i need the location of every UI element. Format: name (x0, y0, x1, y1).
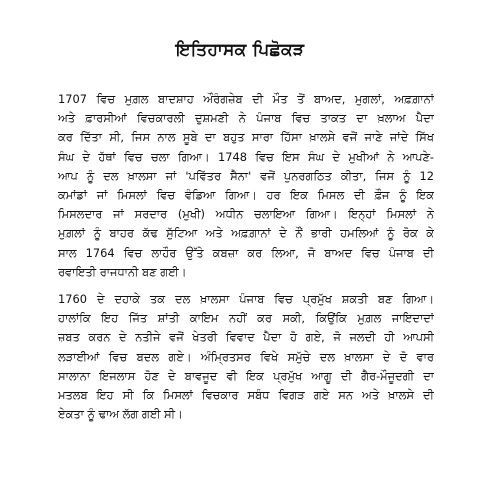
paragraph-line: ਕਮਾਂਡਾਂ ਜਾਂ ਮਿਸਲਾਂ ਵਿਚ ਵੰਡਿਆ ਗਿਆ। ਹਰ ਇਕ ਮਿਸਲ ਦੀ ਫ਼ੌਜ ਨੂੰ ਇਕ (58, 188, 434, 203)
paragraph-line: ਏਕਤਾ ਨੂੰ ਢਾਅ ਲੱਗ ਗਈ ਸੀ। (58, 407, 183, 422)
paragraph-1 (58, 90, 434, 282)
paragraph-2 (58, 290, 434, 424)
paragraph-line: ਜ਼ਬਤ ਕਰਨ ਦੇ ਨਤੀਜੇ ਵਜੋਂ ਖੇਤਰੀ ਵਿਵਾਦ ਪੈਦਾ ਹੋ ਗਏ, ਜੋ ਜਲਦੀ ਹੀ ਆਪਸੀ (58, 330, 434, 345)
paragraph-line: ਸਾਲ 1764 ਵਿਚ ਲਾਹੌਰ ਉੱਤੇ ਕਬਜ਼ਾ ਕਰ ਲਿਆ, ਜੋ ਬਾਅਦ ਵਿਚ ਪੰਜਾਬ ਦੀ (58, 245, 434, 260)
paragraph-line: ਹਾਲਾਂਕਿ ਇਹ ਜਿੱਤ ਸ਼ਾਂਤੀ ਕਾਇਮ ਨਹੀਂ ਕਰ ਸਕੀ, ਕਿਉਂਕਿ ਮੁਗ਼ਲ ਜਾਇਦਾਦਾਂ (58, 311, 434, 326)
paragraph-line: ਕਰ ਦਿੱਤਾ ਸੀ, ਜਿਸ ਨਾਲ ਸੂਬੇ ਦਾ ਬਹੁਤ ਸਾਰਾ ਹਿੱਸਾ ਖ਼ਾਲਸੇ ਵਜੋਂ ਜਾਣੇ ਜਾਂਦੇ ਸਿੱਖ (58, 130, 434, 145)
paragraph-line: ਮਤਲਬ ਇਹ ਸੀ ਕਿ ਮਿਸਲਾਂ ਵਿਚਕਾਰ ਸਬੰਧ ਵਿਗੜ ਗਏ ਸਨ ਅਤੇ ਖ਼ਾਲਸੇ ਦੀ (58, 388, 434, 403)
paragraph-line: ਲੜਾਈਆਂ ਵਿਚ ਬਦਲ ਗਏ। ਅੰਮ੍ਰਿਤਸਰ ਵਿਖੇ ਸਮੁੱਚੇ ਦਲ ਖ਼ਾਲਸਾ ਦੇ ਦੋ ਵਾਰ (58, 349, 434, 364)
paragraph-line: ਸਾਲਾਨਾ ਇਜਲਾਸ ਹੋਣ ਦੇ ਬਾਵਜੂਦ ਵੀ ਇਕ ਪ੍ਰਮੁੱਖ ਆਗੂ ਦੀ ਗੈਰ-ਮੌਜੂਦਗੀ ਦਾ (58, 368, 434, 383)
paragraph-line: ਰਵਾਇਤੀ ਰਾਜਧਾਨੀ ਬਣ ਗਈ। (58, 264, 187, 279)
paragraph-line: ਸੰਘ ਦੇ ਹੱਥਾਂ ਵਿਚ ਚਲਾ ਗਿਆ। 1748 ਵਿਚ ਇਸ ਸੰਘ ਦੇ ਮੁਖੀਆਂ ਨੇ ਆਪਣੇ- (58, 149, 434, 164)
paragraph-line: ਆਪ ਨੂੰ ਦਲ ਖ਼ਾਲਸਾ ਜਾਂ 'ਪਵਿੱਤਰ ਸੈਨਾ' ਵਜੋਂ ਪੁਨਰਗਠਿਤ ਕੀਤਾ, ਜਿਸ ਨੂੰ 12 (58, 168, 434, 183)
page-title: ਇਤਿਹਾਸਕ ਪਿਛੋਕੜ (175, 40, 305, 60)
paragraph-line: ਮਿਸਲਦਾਰ ਜਾਂ ਸਰਦਾਰ (ਮੁਖੀ) ਅਧੀਨ ਚਲਾਇਆ ਗਿਆ। ਇਨ੍ਹਾਂ ਮਿਸਲਾਂ ਨੇ (58, 207, 434, 222)
paragraph-line: ਮੁਗ਼ਲਾਂ ਨੂੰ ਬਾਹਰ ਕੱਢ ਸੁੱਟਿਆ ਅਤੇ ਅਫ਼ਗ਼ਾਨਾਂ ਦੇ ਨੌਂ ਭਾਰੀ ਹਮਲਿਆਂ ਨੂੰ ਰੋਕ ਕੇ (58, 226, 434, 241)
paragraph-line: 1760 ਦੇ ਦਹਾਕੇ ਤਕ ਦਲ ਖ਼ਾਲਸਾ ਪੰਜਾਬ ਵਿਚ ਪ੍ਰਮੁੱਖ ਸ਼ਕਤੀ ਬਣ ਗਿਆ। (58, 292, 434, 306)
paragraph-line: 1707 ਵਿਚ ਮੁਗ਼ਲ ਬਾਦਸ਼ਾਹ ਔਰੰਗਜ਼ੇਬ ਦੀ ਮੌਤ ਤੋਂ ਬਾਅਦ, ਮੁਗਲਾਂ, ਅਫ਼ਗ਼ਾਨਾਂ (58, 92, 434, 106)
paragraph-line: ਅਤੇ ਫ਼ਾਰਸੀਆਂ ਵਿਚਕਾਰਲੀ ਦੁਸ਼ਮਣੀ ਨੇ ਪੰਜਾਬ ਵਿਚ ਤਾਕਤ ਦਾ ਖ਼ਲਾਅ ਪੈਦਾ (58, 111, 434, 126)
